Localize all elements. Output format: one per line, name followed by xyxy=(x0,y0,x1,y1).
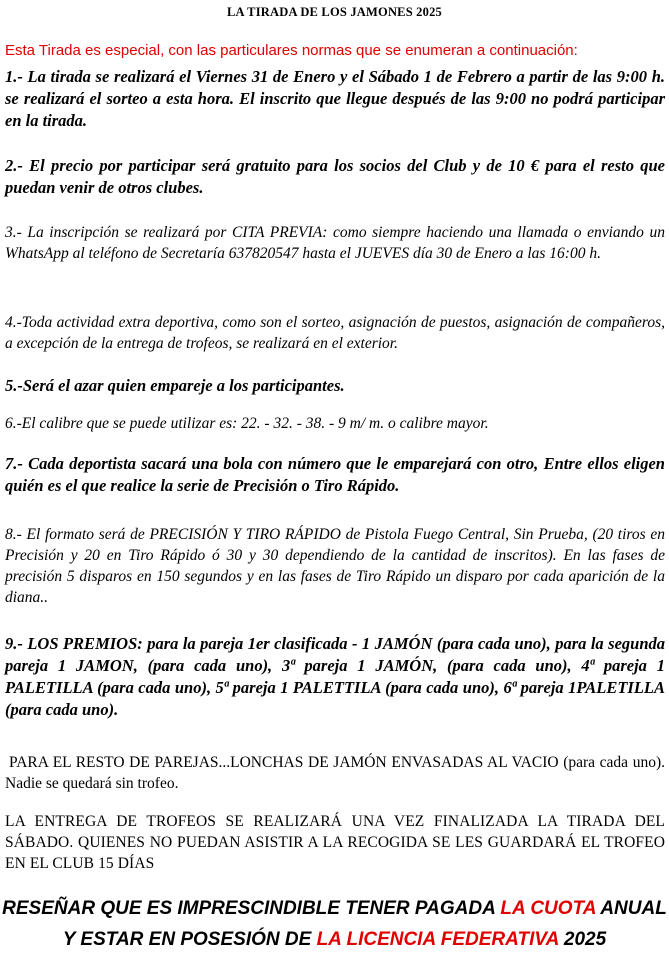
notice-text-3: 2025 xyxy=(558,929,607,950)
document-title: LA TIRADA DE LOS JAMONES 2025 xyxy=(227,5,442,19)
rule-7: 7.- Cada deportista sacará una bola con número que le emparejará con otro, Entre ellos eligen quién es el que realice la serie de Precisión o Tiro Rápido. xyxy=(5,454,665,495)
rule-9-prizes: 9.- LOS PREMIOS: para la pareja 1er clasificada - 1 JAMÓN (para cada uno), para la segunda pareja 1 JAMON, (para cada uno), 3ª pareja 1 JAMÓN, (para cada uno), 4ª pareja 1 PALETILLA (para cada uno), 5ª pareja 1 PALETTILA (para cada uno), 6ª pareja 1PALETILLA (para cada uno). xyxy=(5,634,665,719)
rule-2: 2.- El precio por participar será gratuito para los socios del Club y de 10 € para el resto que puedan venir de otros clubes. xyxy=(5,156,665,197)
intro-text: Esta Tirada es especial, con las particulares normas que se enumeran a continuación: xyxy=(5,42,578,59)
notice-text-2: ANUAL Y ESTAR EN POSESIÓN DE xyxy=(62,898,667,950)
rule-5: 5.-Será el azar quien empareje a los participantes. xyxy=(5,376,345,395)
notice-highlight-license: LA LICENCIA FEDERATIVA xyxy=(316,929,559,950)
rule-6: 6.-El calibre que se puede utilizar es: 22. - 32. - 38. - 9 m/ m. o calibre mayor. xyxy=(5,415,489,432)
membership-notice xyxy=(0,893,669,955)
rule-4: 4.-Toda actividad extra deportiva, como son el sorteo, asignación de puestos, asignación de compañeros, a excepción de la entrega de trofeos, se realizará en el exterior. xyxy=(5,314,665,352)
rule-3: 3.- La inscripción se realizará por CITA PREVIA: como siempre haciendo una llamada o enviando un WhatsApp al teléfono de Secretaría 637820547 hasta el JUEVES día 30 de Enero a las 16:00 h. xyxy=(5,224,665,262)
rest-of-pairs-text: PARA EL RESTO DE PAREJAS...LONCHAS DE JAMÓN ENVASADAS AL VACIO (para cada uno). Nadie se quedará sin trofeo. xyxy=(5,754,665,792)
trophy-delivery-text: LA ENTREGA DE TROFEOS SE REALIZARÁ UNA VEZ FINALIZADA LA TIRADA DEL SÁBADO. QUIENES NO PUEDAN ASISTIR A LA RECOGIDA SE LES GUARDARÁ EL TROFEO EN EL CLUB 15 DÍAS xyxy=(5,813,665,872)
rule-8: 8.- El formato será de PRECISIÓN Y TIRO RÁPIDO de Pistola Fuego Central, Sin Prueba, (20 tiros en Precisión y 20 en Tiro Rápido ó 30 y 30 dependiendo de la cantidad de inscritos). En las fases de precisión 5 disparos en 150 segundos y en las fases de Tiro Rápido un disparo por cada aparición de la diana.. xyxy=(5,526,665,606)
rule-1: 1.- La tirada se realizará el Viernes 31 de Enero y el Sábado 1 de Febrero a partir de las 9:00 h. se realizará el sorteo a esta hora. El inscrito que llegue después de las 9:00 no podrá participar en la tirada. xyxy=(5,67,665,130)
notice-highlight-fee: LA CUOTA xyxy=(500,898,596,919)
notice-text-1: RESEÑAR QUE ES IMPRESCINDIBLE TENER PAGADA xyxy=(2,898,501,919)
